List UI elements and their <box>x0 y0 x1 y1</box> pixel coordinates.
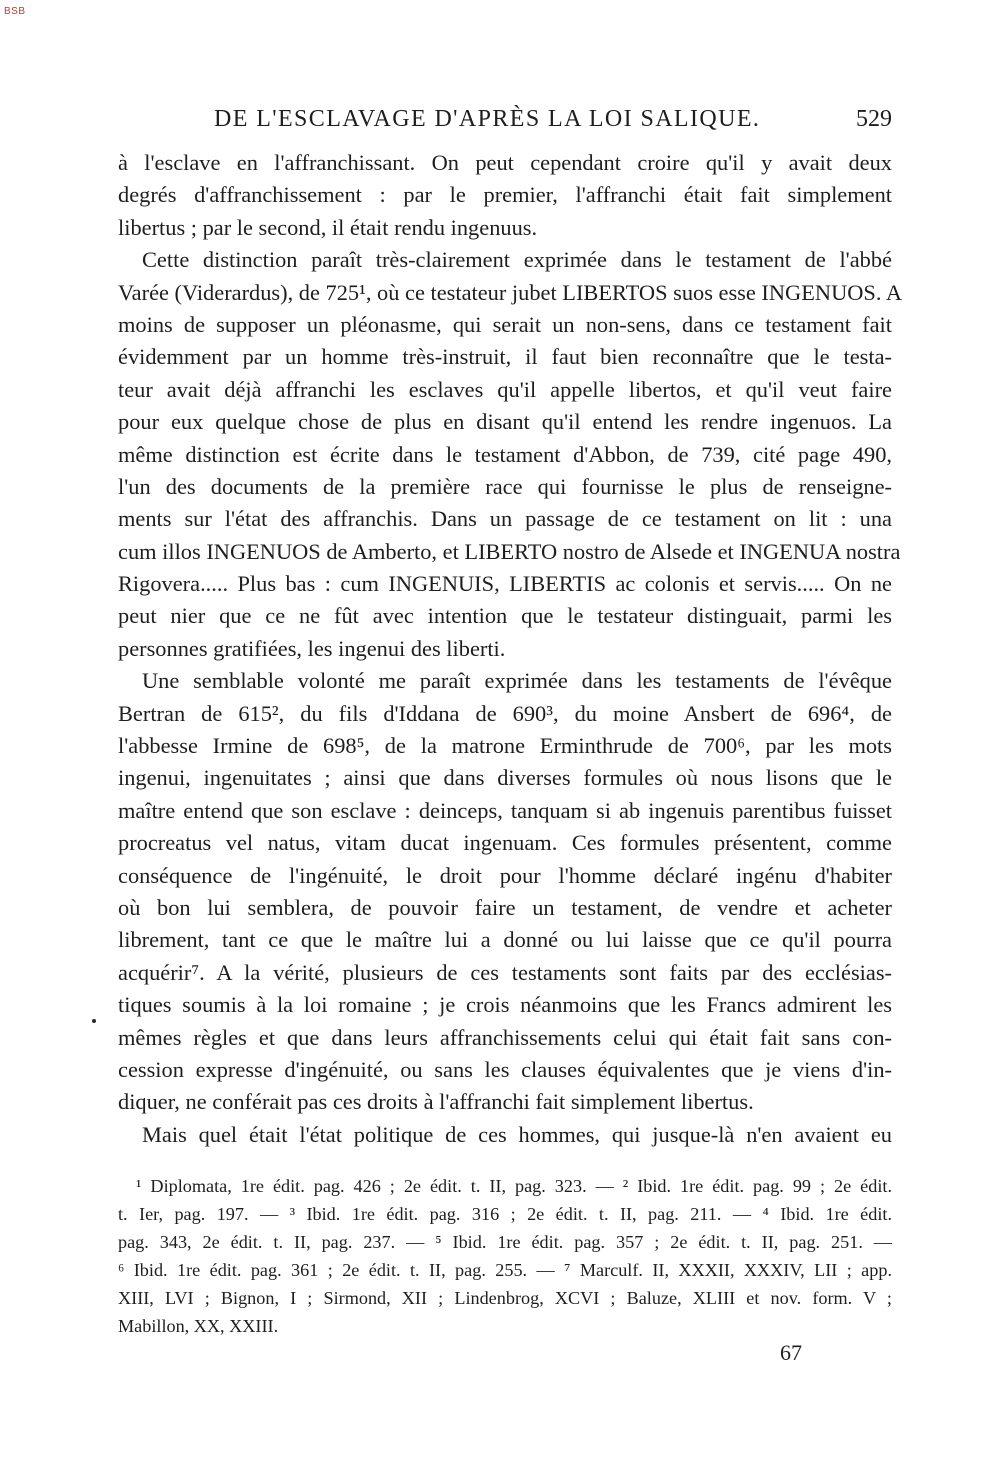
body-line: maître entend que son esclave : deinceps, tanquam si ab ingenuis parentibus fuisset <box>118 797 892 823</box>
footnote-line: ⁶ Ibid. 1re édit. pag. 361 ; 2e édit. t. II, pag. 255. — ⁷ Marculf. II, XXXII, XXXIV, LII ; app. <box>118 1260 892 1280</box>
body-line: pour eux quelque chose de plus en disant qu'il entend les rendre ingenuos. La <box>118 409 892 435</box>
signature-mark: 67 <box>780 1340 802 1365</box>
body-line: Mais quel était l'état politique de ces hommes, qui jusque-là n'en avaient eu <box>142 1121 892 1147</box>
page-number: 529 <box>856 106 892 132</box>
body-line: teur avait déjà affranchi les esclaves qu'il appelle libertos, et qu'il veut faire <box>118 376 892 402</box>
body-line: ingenui, ingenuitates ; ainsi que dans diverses formules où nous lisons que le <box>118 765 892 791</box>
footnotes <box>118 1172 892 1340</box>
body-text <box>118 147 902 1151</box>
body-line: Une semblable volonté me paraît exprimée dans les testaments de l'évêque <box>142 668 892 694</box>
body-line: procreatus vel natus, vitam ducat ingenuam. Ces formules présentent, comme <box>118 830 892 856</box>
footnote-line: Mabillon, XX, XXIII. <box>118 1316 279 1336</box>
body-line: acquérir⁷. A la vérité, plusieurs de ces testaments sont faits par des ecclésias- <box>118 959 892 985</box>
body-line: peut nier que ce ne fût avec intention que le testateur distinguait, parmi les <box>118 603 892 629</box>
running-head <box>118 106 892 138</box>
body-line: évidemment par un homme très-instruit, il faut bien reconnaître que le testa- <box>118 344 892 370</box>
running-title: DE L'ESCLAVAGE D'APRÈS LA LOI SALIQUE. <box>214 106 761 132</box>
body-line: l'un des documents de la première race qui fournisse le plus de renseigne- <box>118 473 892 499</box>
body-line: libertus ; par le second, il était rendu ingenuus. <box>118 214 538 240</box>
body-line: l'abbesse Irmine de 698⁵, de la matrone Erminthrude de 700⁶, par les mots <box>118 733 892 759</box>
body-line: Varée (Viderardus), de 725¹, où ce testateur jubet LIBERTOS suos esse INGENUOS. A <box>118 279 902 305</box>
body-line: conséquence de l'ingénuité, le droit pour l'homme déclaré ingénu d'habiter <box>118 862 892 888</box>
body-line: Rigovera..... Plus bas : cum INGENUIS, LIBERTIS ac colonis et servis..... On ne <box>118 571 892 597</box>
body-line: mêmes règles et que dans leurs affranchissements celui qui était fait sans con- <box>118 1024 892 1050</box>
library-mark: BSB <box>4 6 26 17</box>
stray-ink-dot <box>92 1019 96 1023</box>
footnote-line: pag. 343, 2e édit. t. II, pag. 237. — ⁵ Ibid. 1re édit. pag. 357 ; 2e édit. t. II, pag. 251. — <box>118 1232 892 1252</box>
body-line: même distinction est écrite dans le testament d'Abbon, de 739, cité page 490, <box>118 441 892 467</box>
body-line: librement, tant ce que le maître lui a donné ou lui laisse que ce qu'il pourra <box>118 927 892 953</box>
body-line: Bertran de 615², du fils d'Iddana de 690³, du moine Ansbert de 696⁴, de <box>118 700 892 726</box>
body-line: Cette distinction paraît très-clairement exprimée dans le testament de l'abbé <box>142 247 892 273</box>
body-line: personnes gratifiées, les ingenui des liberti. <box>118 635 506 661</box>
body-line: moins de supposer un pléonasme, qui serait un non-sens, dans ce testament fait <box>118 311 892 337</box>
body-line: diquer, ne conférait pas ces droits à l'affranchi fait simplement libertus. <box>118 1089 754 1115</box>
body-line: cum illos INGENUOS de Amberto, et LIBERTO nostro de Alsede et INGENUA nostra <box>118 538 901 564</box>
body-line: tiques soumis à la loi romaine ; je crois néanmoins que les Francs admirent les <box>118 992 892 1018</box>
body-line: degrés d'affranchissement : par le premier, l'affranchi était fait simplement <box>118 182 892 208</box>
footnote-line: ¹ Diplomata, 1re édit. pag. 426 ; 2e édit. t. II, pag. 323. — ² Ibid. 1re édit. pag. 99 ; 2e édit. <box>136 1176 892 1196</box>
footnote-line: t. Ier, pag. 197. — ³ Ibid. 1re édit. pag. 316 ; 2e édit. t. II, pag. 211. — ⁴ Ibid. 1re édit. <box>118 1204 892 1224</box>
footnote-line: XIII, LVI ; Bignon, I ; Sirmond, XII ; Lindenbrog, XCVI ; Baluze, XLIII et nov. form. V ; <box>118 1288 892 1308</box>
body-line: cession expresse d'ingénuité, ou sans les clauses équivalentes que je viens d'in- <box>118 1056 892 1082</box>
body-line: à l'esclave en l'affranchissant. On peut cependant croire qu'il y avait deux <box>118 150 892 175</box>
body-line: ments sur l'état des affranchis. Dans un passage de ce testament on lit : una <box>118 506 892 532</box>
body-line: où bon lui semblera, de pouvoir faire un testament, de vendre et acheter <box>118 894 892 920</box>
